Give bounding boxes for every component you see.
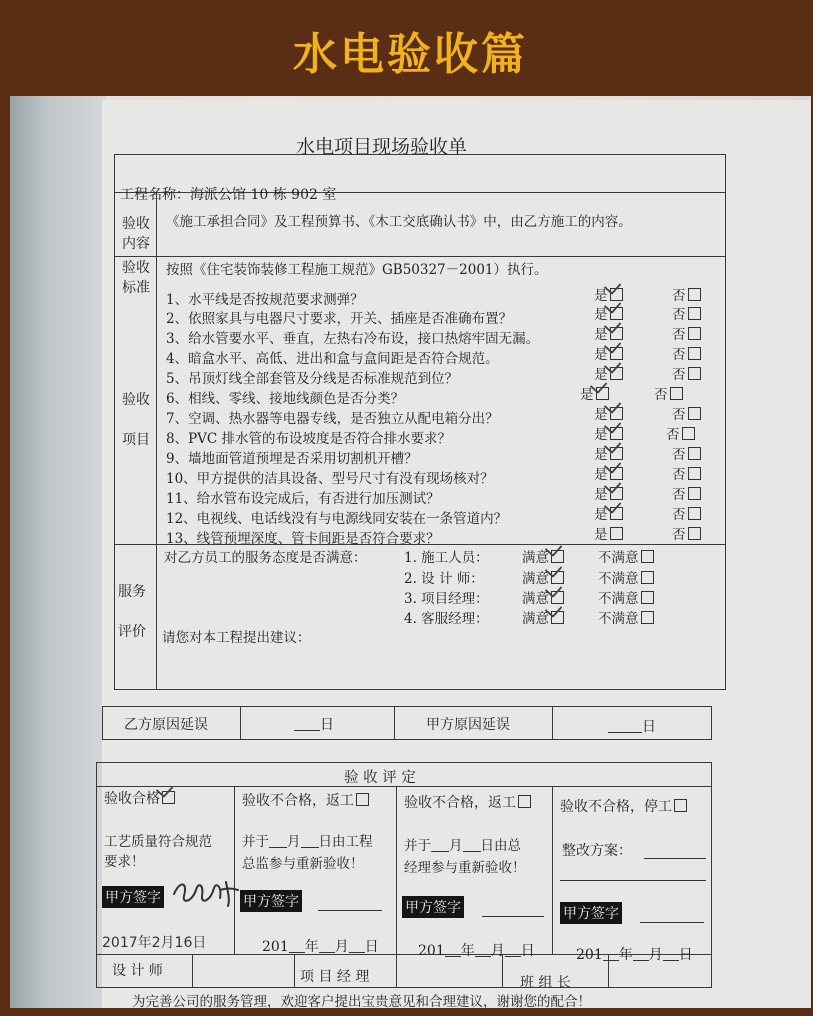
party-a-delay-label: 甲方原因延误 xyxy=(426,717,510,733)
inspection-item: 11、给水管布设完成后，有否进行加压测试？ xyxy=(166,491,440,507)
sign-label-1: 甲方签字 xyxy=(102,886,164,908)
pass-text-2: 要求！ xyxy=(104,854,145,870)
fail-rework-option-1[interactable]: 验收不合格，返工 xyxy=(242,790,369,810)
service-question: 对乙方员工的服务态度是否满意： xyxy=(164,550,367,566)
item-yes-checkbox[interactable]: 是 xyxy=(594,463,623,483)
document-title: 水电项目现场验收单 xyxy=(296,136,468,158)
inspection-item: 13、线管预埋深度、管卡间距是否符合要求？ xyxy=(166,531,440,547)
item-no-checkbox[interactable]: 否 xyxy=(666,423,695,443)
item-no-checkbox[interactable]: 否 xyxy=(672,284,701,304)
item-yes-checkbox[interactable]: 是 xyxy=(594,303,623,323)
unsatisfied-checkbox[interactable]: 不满意 xyxy=(598,546,654,566)
unsatisfied-checkbox[interactable]: 不满意 xyxy=(598,587,654,607)
rectify-blank-1 xyxy=(644,844,706,861)
unsatisfied-checkbox[interactable]: 不满意 xyxy=(598,567,654,587)
rectify-blank-2 xyxy=(560,866,706,883)
inspection-item: 6、相线、零线、接地线颜色是否分类？ xyxy=(166,391,405,407)
inspection-item: 12、电视线、电话线没有与电源线同安装在一条管道内？ xyxy=(166,511,508,527)
item-no-checkbox[interactable]: 否 xyxy=(672,483,701,503)
inspection-item: 9、墙地面管道预埋是否采用切割机开槽？ xyxy=(166,451,418,467)
page-binding xyxy=(10,96,106,1008)
inspection-item: 3、给水管要水平、垂直，左热右冷布设，接口热熔牢固无漏。 xyxy=(166,331,540,347)
satisfied-checkbox[interactable]: 满意 xyxy=(522,546,564,566)
footer-note: 为完善公司的服务管理，欢迎客户提出宝贵意见和合理建议，谢谢您的配合！ xyxy=(132,994,591,1010)
inspection-item: 2、依照家具与电器尺寸要求，开关、插座是否准确布置？ xyxy=(166,311,513,327)
sign-label-2: 甲方签字 xyxy=(240,890,302,912)
satisfied-checkbox[interactable]: 满意 xyxy=(522,587,564,607)
standard-label: 验收 标准 xyxy=(122,260,150,296)
item-no-checkbox[interactable]: 否 xyxy=(672,403,701,423)
item-no-checkbox[interactable]: 否 xyxy=(672,343,701,363)
item-no-checkbox[interactable]: 否 xyxy=(672,503,701,523)
banner xyxy=(4,4,813,96)
standard-text: 按照《住宅装饰装修工程施工规范》GB50327－2001）执行。 xyxy=(166,262,548,278)
item-yes-checkbox[interactable]: 是 xyxy=(594,503,623,523)
pass-text-1: 工艺质量符合规范 xyxy=(104,834,212,850)
item-no-checkbox[interactable]: 否 xyxy=(672,363,701,383)
footer-role-designer: 设 计 师 xyxy=(112,963,163,979)
sign-blank-4 xyxy=(640,908,704,925)
items-label: 验收 项目 xyxy=(122,392,150,448)
signature-mark xyxy=(170,872,242,912)
item-no-checkbox[interactable]: 否 xyxy=(654,383,683,403)
item-yes-checkbox[interactable]: 是 xyxy=(594,284,623,304)
party-b-delay-label: 乙方原因延误 xyxy=(124,717,208,733)
sign-label-3: 甲方签字 xyxy=(402,896,464,918)
date-template-2: 201 年 月 日 xyxy=(262,939,379,955)
item-no-checkbox[interactable]: 否 xyxy=(672,323,701,343)
satisfied-checkbox[interactable]: 满意 xyxy=(522,607,564,627)
item-no-checkbox[interactable]: 否 xyxy=(672,523,701,543)
inspection-item: 10、甲方提供的洁具设备、型号尺寸有没有现场核对？ xyxy=(166,471,494,487)
party-a-delay-days: 日 xyxy=(608,716,656,736)
inspection-item: 7、空调、热水器等电器专线，是否独立从配电箱分出？ xyxy=(166,411,499,427)
handwritten-date: 2017年2月16日 xyxy=(102,935,207,951)
item-yes-checkbox[interactable]: 是 xyxy=(594,323,623,343)
date-template-4: 201 年 月 日 xyxy=(576,947,693,963)
service-role: 4. 客服经理： xyxy=(404,611,489,627)
fail-text-1-col2: 并于 月 日由工程 xyxy=(242,834,373,850)
item-no-checkbox[interactable]: 否 xyxy=(672,303,701,323)
inspection-item: 4、暗盒水平、高低、进出和盒与盒间距是否符合规范。 xyxy=(166,351,499,367)
item-no-checkbox[interactable]: 否 xyxy=(672,443,701,463)
item-no-checkbox[interactable]: 否 xyxy=(672,463,701,483)
service-label: 服务 评价 xyxy=(118,584,146,640)
item-yes-checkbox[interactable]: 是 xyxy=(594,403,623,423)
footer-role-team-lead: 班 组 长 xyxy=(520,975,571,991)
item-yes-checkbox[interactable]: 是 xyxy=(594,343,623,363)
date-template-3: 201 年 月 日 xyxy=(418,943,535,959)
inspection-item: 1、水平线是否按规范要求测弹？ xyxy=(166,292,364,308)
footer-role-pm: 项 目 经 理 xyxy=(300,969,370,985)
fail-rework-option-2[interactable]: 验收不合格，返工 xyxy=(404,792,531,812)
item-yes-checkbox[interactable]: 是 xyxy=(594,443,623,463)
item-yes-checkbox[interactable]: 是 xyxy=(594,363,623,383)
party-b-delay-days: 日 xyxy=(294,714,334,734)
suggestion-prompt: 请您对本工程提出建议： xyxy=(162,630,311,646)
sign-blank-2 xyxy=(318,896,382,913)
service-role: 2. 设 计 师： xyxy=(404,571,484,587)
item-yes-checkbox[interactable]: 是 xyxy=(594,523,623,543)
evaluation-title: 验 收 评 定 xyxy=(344,770,416,786)
rectify-label: 整改方案： xyxy=(562,843,632,859)
item-yes-checkbox[interactable]: 是 xyxy=(594,423,623,443)
unsatisfied-checkbox[interactable]: 不满意 xyxy=(598,607,654,627)
satisfied-checkbox[interactable]: 满意 xyxy=(522,567,564,587)
service-role: 1. 施工人员： xyxy=(404,550,489,566)
service-role: 3. 项目经理： xyxy=(404,591,489,607)
item-yes-checkbox[interactable]: 是 xyxy=(580,383,609,403)
content-text: 《施工承担合同》及工程预算书、《木工交底确认书》中，由乙方施工的内容。 xyxy=(166,214,632,230)
fail-text-1-col3: 并于 月 日由总 xyxy=(404,838,521,854)
sign-label-4: 甲方签字 xyxy=(560,902,622,924)
sign-blank-3 xyxy=(482,902,544,919)
inspection-item: 5、吊顶灯线全部套管及分线是否标准规范到位？ xyxy=(166,371,459,387)
banner-title: 水电验收篇 xyxy=(293,29,528,80)
pass-option[interactable]: 验收合格 xyxy=(104,788,175,808)
project-name-line: 工程名称：海派公馆 10 栋 902 室 xyxy=(120,187,337,203)
content-label: 验收 内容 xyxy=(122,216,150,252)
fail-stop-option[interactable]: 验收不合格，停工 xyxy=(560,796,687,816)
item-yes-checkbox[interactable]: 是 xyxy=(594,483,623,503)
inspection-item: 8、PVC 排水管的布设坡度是否符合排水要求？ xyxy=(166,431,452,447)
fail-text-2-col2: 总监参与重新验收！ xyxy=(242,856,364,872)
fail-text-2-col3: 经理参与重新验收！ xyxy=(404,860,526,876)
